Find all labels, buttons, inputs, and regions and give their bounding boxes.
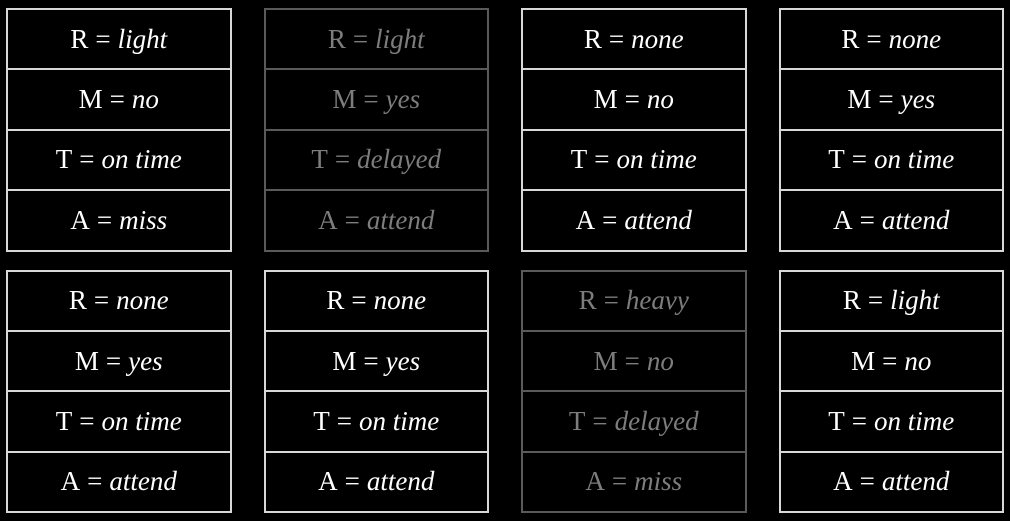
attribute-value: none — [116, 285, 169, 316]
equals-sign: = — [351, 285, 367, 316]
equals-sign: = — [79, 144, 95, 175]
attribute-row — [781, 272, 1003, 332]
equals-sign: = — [344, 466, 360, 497]
attribute-value: yes — [385, 345, 421, 376]
attribute-value: no — [131, 84, 159, 115]
attribute-name: A — [833, 466, 853, 497]
equals-sign: = — [93, 285, 110, 316]
case-card — [264, 270, 490, 514]
attribute-value: yes — [385, 84, 421, 115]
attribute-row — [781, 10, 1003, 70]
attribute-name: R — [327, 23, 346, 54]
attribute-value: delayed — [614, 405, 699, 436]
attribute-name: M — [593, 345, 618, 376]
attribute-value: light — [375, 23, 425, 54]
equals-sign: = — [109, 84, 125, 115]
attribute-name: R — [842, 285, 861, 316]
attribute-value: attend — [366, 204, 435, 235]
attribute-name: M — [332, 84, 357, 115]
attribute-value: miss — [119, 204, 168, 235]
attribute-name: T — [570, 144, 588, 175]
attribute-row — [523, 70, 745, 130]
attribute-value: none — [888, 23, 942, 54]
attribute-value: miss — [634, 466, 683, 497]
attribute-name: T — [55, 144, 73, 175]
attribute-name: T — [828, 144, 845, 175]
attribute-row — [523, 131, 745, 191]
attribute-name: T — [828, 405, 845, 436]
attribute-row — [8, 10, 230, 70]
equals-sign: = — [851, 405, 867, 436]
equals-sign: = — [851, 144, 867, 175]
attribute-row — [266, 70, 488, 130]
attribute-row — [781, 70, 1003, 130]
attribute-name: M — [593, 84, 618, 115]
attribute-name: M — [78, 84, 103, 115]
equals-sign: = — [603, 285, 619, 316]
equals-sign: = — [95, 23, 111, 54]
attribute-name: A — [833, 204, 853, 235]
equals-sign: = — [363, 345, 379, 376]
equals-sign: = — [344, 204, 360, 235]
equals-sign: = — [334, 144, 351, 175]
attribute-row — [266, 272, 488, 332]
attribute-name: R — [578, 285, 597, 316]
equals-sign: = — [611, 466, 628, 497]
attribute-row — [781, 453, 1003, 511]
attribute-row — [523, 332, 745, 392]
attribute-value: on time — [873, 144, 955, 175]
attribute-value: yes — [900, 84, 936, 115]
attribute-name: R — [583, 23, 602, 54]
equals-sign: = — [878, 84, 894, 115]
case-card — [264, 8, 490, 252]
attribute-value: on time — [616, 144, 697, 175]
attribute-value: light — [890, 285, 940, 316]
equals-sign: = — [602, 204, 618, 235]
attribute-value: none — [631, 23, 684, 54]
attribute-row — [266, 131, 488, 191]
attribute-name: R — [70, 23, 89, 54]
attribute-name: A — [70, 204, 90, 235]
equals-sign: = — [594, 144, 610, 175]
attribute-name: T — [55, 405, 73, 436]
equals-sign: = — [859, 466, 875, 497]
attribute-row — [523, 10, 745, 70]
equals-sign: = — [363, 84, 379, 115]
equals-sign: = — [87, 466, 103, 497]
attribute-value: attend — [624, 204, 692, 235]
attribute-row — [266, 332, 488, 392]
equals-sign: = — [336, 405, 352, 436]
attribute-row — [8, 272, 230, 332]
attribute-row — [266, 191, 488, 249]
attribute-row — [781, 191, 1003, 249]
attribute-row — [8, 70, 230, 130]
equals-sign: = — [624, 84, 640, 115]
attribute-value: on time — [101, 405, 182, 436]
attribute-name: T — [313, 405, 330, 436]
attribute-value: no — [646, 345, 674, 376]
attribute-value: attend — [366, 466, 435, 497]
equals-sign: = — [105, 345, 122, 376]
attribute-value: yes — [128, 345, 163, 376]
attribute-value: heavy — [625, 285, 689, 316]
equals-sign: = — [352, 23, 369, 54]
attribute-value: attend — [109, 466, 177, 497]
case-card — [521, 8, 747, 252]
case-card — [779, 8, 1005, 252]
attribute-name: A — [60, 466, 81, 497]
attribute-name: A — [575, 204, 596, 235]
attribute-value: delayed — [357, 144, 442, 175]
attribute-name: R — [326, 285, 345, 316]
attribute-name: M — [847, 84, 872, 115]
equals-sign: = — [96, 204, 113, 235]
equals-sign: = — [79, 405, 95, 436]
attribute-row — [8, 332, 230, 392]
attribute-row — [8, 392, 230, 452]
attribute-row — [8, 131, 230, 191]
attribute-name: T — [311, 144, 328, 175]
attribute-row — [781, 131, 1003, 191]
attribute-row — [523, 453, 745, 511]
attribute-row — [8, 191, 230, 249]
attribute-row — [266, 392, 488, 452]
attribute-name: R — [841, 23, 860, 54]
equals-sign: = — [624, 345, 640, 376]
attribute-value: on time — [101, 144, 182, 175]
attribute-row — [781, 392, 1003, 452]
case-card — [521, 270, 747, 514]
attribute-value: no — [646, 84, 674, 115]
attribute-name: M — [74, 345, 99, 376]
equals-sign: = — [592, 405, 608, 436]
attribute-value: light — [117, 23, 168, 54]
equals-sign: = — [867, 285, 884, 316]
attribute-value: attend — [881, 204, 950, 235]
attribute-row — [523, 392, 745, 452]
attribute-name: M — [332, 345, 357, 376]
attribute-row — [523, 272, 745, 332]
attribute-row — [8, 453, 230, 511]
case-card — [6, 270, 232, 514]
attribute-value: on time — [873, 405, 955, 436]
attribute-name: A — [318, 466, 338, 497]
attribute-name: T — [568, 405, 586, 436]
attribute-row — [266, 10, 488, 70]
attribute-name: M — [851, 345, 876, 376]
equals-sign: = — [882, 345, 898, 376]
case-card — [779, 270, 1005, 514]
equals-sign: = — [608, 23, 625, 54]
attribute-row — [266, 453, 488, 511]
attribute-name: A — [318, 204, 338, 235]
case-card — [6, 8, 232, 252]
attribute-value: attend — [881, 466, 950, 497]
attribute-row — [523, 191, 745, 249]
equals-sign: = — [866, 23, 882, 54]
attribute-row — [781, 332, 1003, 392]
attribute-value: no — [904, 345, 932, 376]
attribute-name: R — [68, 285, 87, 316]
attribute-name: A — [585, 466, 605, 497]
attribute-value: none — [373, 285, 427, 316]
attribute-value: on time — [358, 405, 440, 436]
equals-sign: = — [859, 204, 875, 235]
